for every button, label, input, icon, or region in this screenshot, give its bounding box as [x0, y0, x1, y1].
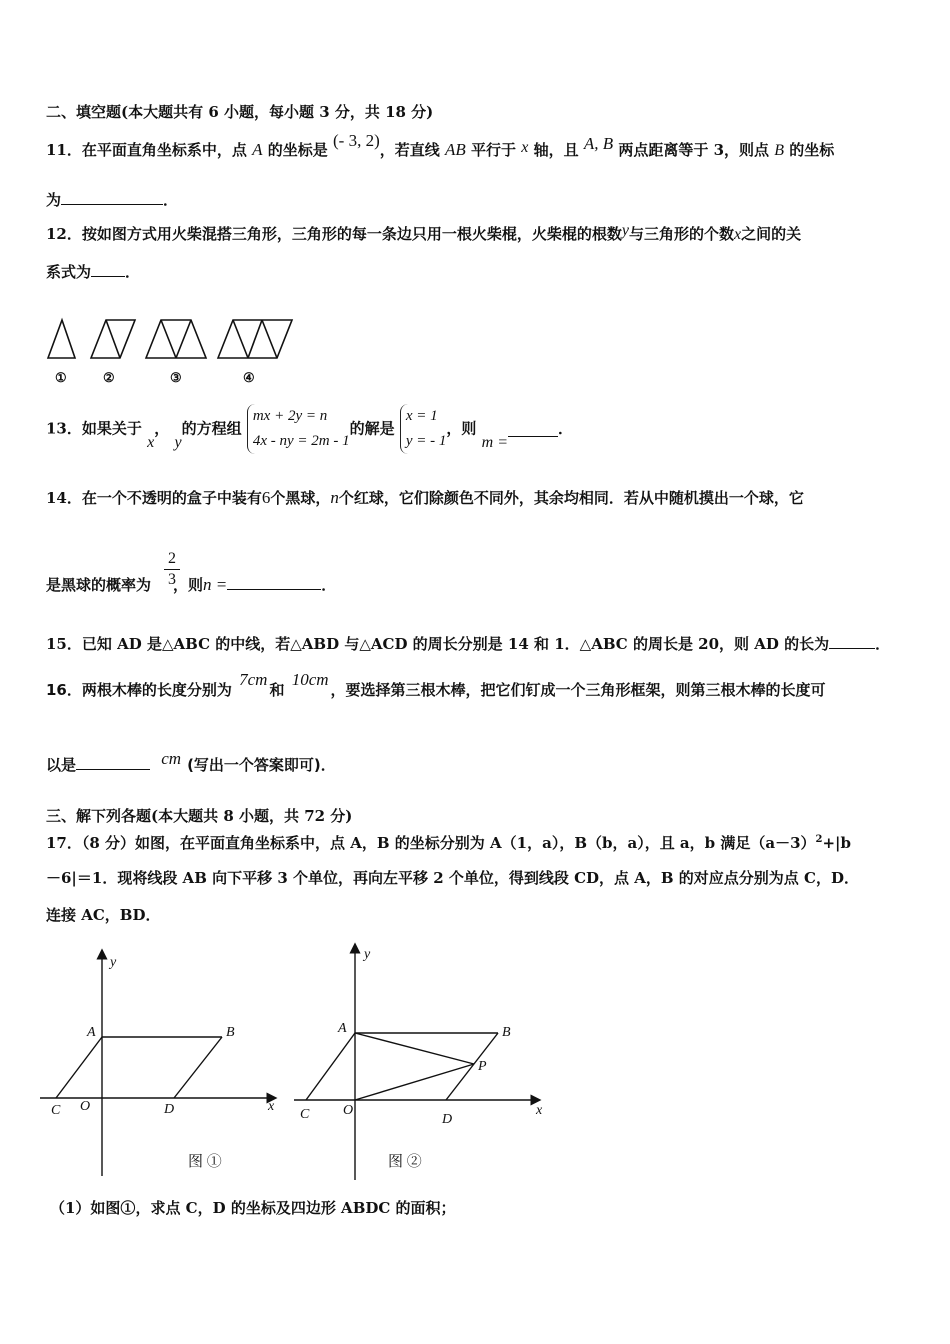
q16-and: 和	[269, 681, 285, 699]
q14-fraction-denominator: 3	[168, 571, 176, 588]
q15-text: 已知 AD 是△ABC 的中线，若△ABD 与△ACD 的周长分别是 14 和 1．△ABC 的周长是 20，则 AD 的长为	[81, 635, 830, 653]
figure-2	[290, 936, 560, 1180]
question-12-line-2	[46, 262, 140, 282]
q15-number: 15．	[46, 635, 82, 653]
q12-text-1: 按如图方式用火柴混搭三角形，三角形的每一条边只用一根火柴棍，火柴棍的根数	[81, 225, 622, 243]
q13-m: m =	[481, 434, 508, 451]
question-17-line-3: 连接 AC，BD．	[46, 906, 161, 924]
fig2-label-c: C	[300, 1107, 310, 1122]
fig2-segment-op	[355, 1064, 474, 1100]
q16-line2-text: 以是	[46, 756, 77, 774]
fig1-label-x: x	[268, 1099, 275, 1114]
q11-text-1: 在平面直角坐标系中，点	[81, 141, 247, 159]
fig2-label-x: x	[536, 1103, 543, 1118]
question-17	[46, 830, 851, 853]
q11-text-5: 轴，且	[533, 141, 579, 159]
q16-text-2: ，要选择第三根木棒，把它们钉成一个三角形框架，则第三根木棒的长度可	[330, 681, 826, 699]
q13-text-4: ，则	[446, 419, 477, 438]
figure-label-4: ④	[243, 370, 255, 385]
fig1-label-d: D	[164, 1102, 175, 1117]
q12-x: x	[734, 226, 742, 243]
fig2-label-o: O	[343, 1103, 354, 1118]
section-2-header: 二、填空题(本大题共有 6 小题，每小题 3 分，共 18 分)	[46, 103, 434, 121]
fig1-label-y: y	[110, 955, 117, 970]
q13-equation-system	[247, 404, 350, 454]
q14-text-4: ，则	[173, 576, 204, 594]
q15-end: ．	[875, 635, 891, 653]
fig1-segment-ac	[56, 1037, 102, 1098]
q13-sol-1: x = 1	[405, 408, 438, 424]
q13-y: y	[174, 434, 182, 451]
q13-sol-2: y = - 1	[405, 433, 447, 449]
fig2-caption: 图 ②	[388, 1154, 422, 1170]
q11-line-ab: AB	[444, 140, 466, 159]
q13-text-2: 的方程组	[181, 419, 242, 438]
q14-answer-blank[interactable]	[227, 575, 321, 590]
q16-length-2: 10cm	[291, 670, 329, 689]
q13-answer-blank[interactable]	[508, 422, 558, 437]
fig1-caption: 图 ①	[188, 1154, 222, 1170]
q14-number: 14．	[46, 489, 82, 507]
fig1-label-o: O	[80, 1099, 91, 1114]
q16-text-1: 两根木棒的长度分别为	[81, 681, 232, 699]
figure-label-2: ②	[103, 370, 115, 385]
matchstick-shape-3	[146, 320, 206, 358]
question-16	[46, 670, 826, 700]
q16-text-3: (写出一个答案即可)．	[187, 756, 336, 774]
q14-line2-text: 是黑球的概率为	[46, 576, 152, 594]
figure-1	[40, 940, 290, 1180]
q11-coordinate: (- 3, 2)	[333, 131, 380, 150]
q11-text-4: 平行于	[471, 141, 517, 159]
q11-end: ．	[163, 191, 179, 209]
q11-text-3: ，若直线	[379, 141, 440, 159]
fig1-label-c: C	[51, 1103, 61, 1118]
figure-label-1: ①	[55, 370, 67, 385]
q11-text-7: 的坐标	[789, 141, 835, 159]
section-3-header: 三、解下列各题(本大题共 8 小题，共 72 分)	[46, 807, 353, 825]
q13-eq-2: 4x - ny = 2m - 1	[252, 433, 350, 449]
question-17-line-2: －6|＝1．现将线段 AB 向下平移 3 个单位，再向左平移 2 个单位，得到线段 CD，点 A，B 的对应点分别为点 C，D．	[46, 869, 859, 887]
matchstick-triangles-figure	[40, 310, 310, 390]
q13-text-3: 的解是	[349, 419, 395, 438]
q13-eq-1: mx + 2y = n	[252, 408, 328, 424]
q16-unit: cm	[161, 749, 182, 768]
question-11	[46, 131, 835, 161]
q11-point-b: B	[774, 142, 785, 159]
q14-text-2: 个黑球，	[270, 489, 331, 507]
q11-number: 11．	[46, 141, 82, 159]
fig1-label-b: B	[226, 1025, 235, 1040]
figure-label-3: ③	[170, 370, 182, 385]
q11-answer-blank[interactable]	[61, 190, 163, 205]
q13-text-1: 如果关于	[81, 419, 142, 438]
q11-x: x	[521, 139, 529, 156]
q14-text-1: 在一个不透明的盒子中装有	[81, 489, 262, 507]
fig1-label-a: A	[87, 1025, 96, 1040]
q11-a-comma-b: A, B	[583, 134, 614, 153]
fig2-label-a: A	[338, 1021, 347, 1036]
question-14	[46, 488, 804, 508]
q16-answer-blank[interactable]	[76, 755, 150, 770]
q14-fraction-numerator: 2	[164, 549, 180, 570]
q14-six: 6	[261, 488, 271, 507]
q12-text-3: 之间的关	[741, 225, 802, 243]
fig2-label-d: D	[442, 1112, 453, 1127]
q14-n-eq: n =	[203, 575, 228, 594]
fig2-segment-bd	[446, 1033, 498, 1100]
q11-text-2: 的坐标是	[267, 141, 328, 159]
q13-comma: ，	[154, 419, 170, 438]
q17-number: 17．	[46, 834, 82, 852]
q12-text-2: 与三角形的个数	[629, 225, 735, 243]
question-12	[46, 224, 801, 245]
question-11-line-2	[46, 190, 178, 210]
question-14-line-2	[46, 575, 336, 595]
fig2-segment-ac	[306, 1033, 355, 1100]
q15-answer-blank[interactable]	[829, 634, 875, 649]
q12-number: 12．	[46, 225, 82, 243]
question-16-line-2	[46, 749, 336, 775]
fig1-segment-bd	[174, 1037, 222, 1098]
fig2-label-y: y	[364, 947, 371, 962]
q16-number: 16．	[46, 681, 82, 699]
matchstick-shape-1	[48, 320, 75, 358]
fig2-label-p: P	[478, 1059, 487, 1074]
q12-answer-blank[interactable]	[91, 262, 125, 277]
question-15	[46, 634, 890, 654]
q12-y: y	[621, 222, 629, 239]
q13-x: x	[147, 434, 155, 451]
q17-line-1: （8 分）如图，在平面直角坐标系中，点 A，B 的坐标分别为 A（1，a），B（b，a），且 a，b 满足（a－3）	[81, 834, 816, 852]
question-13	[46, 404, 573, 455]
q11-line2-text: 为	[46, 191, 62, 209]
fig2-segment-ap	[355, 1033, 474, 1064]
q17-superscript: 2	[815, 834, 823, 845]
fig2-label-b: B	[502, 1025, 511, 1040]
q13-end: ．	[558, 419, 574, 438]
q12-line2-text: 系式为	[46, 263, 92, 281]
question-17-part-1: （1）如图①，求点 C，D 的坐标及四边形 ABDC 的面积；	[50, 1199, 456, 1217]
q13-solution-system	[400, 404, 447, 454]
q14-n: n	[330, 488, 339, 507]
q17-line-1-end: +|b	[822, 834, 851, 852]
q13-number: 13．	[46, 419, 82, 438]
q11-text-6: 两点距离等于 3，则点	[618, 141, 770, 159]
q16-length-1: 7cm	[239, 670, 268, 689]
q14-text-3: 个红球，它们除颜色不同外，其余均相同．若从中随机摸出一个球，它	[338, 489, 804, 507]
q11-point-a: A	[252, 140, 263, 159]
q14-end: ．	[321, 576, 337, 594]
q12-end: ．	[125, 263, 141, 281]
